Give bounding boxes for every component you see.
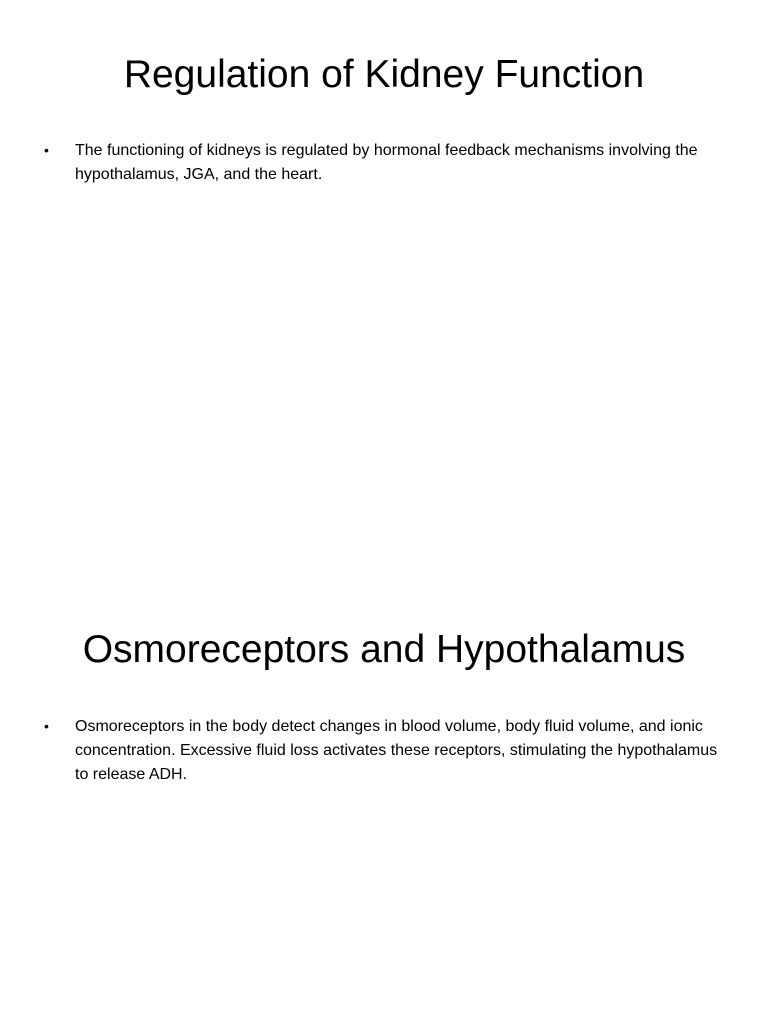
bullet-list <box>0 715 768 787</box>
slide-title: Regulation of Kidney Function <box>123 53 645 96</box>
bullet-item <box>0 715 768 787</box>
bullet-text: Osmoreceptors in the body detect changes in blood volume, body fluid volume, and ionic concentration. Excessive fluid loss activates these receptors, stimulating the hypothalamus to release ADH. <box>75 718 718 783</box>
bullet-icon: • <box>44 142 49 158</box>
bullet-icon: • <box>44 718 49 734</box>
slide-title: Osmoreceptors and Hypothalamus <box>82 628 686 671</box>
slide-2 <box>0 576 768 1024</box>
bullet-list <box>0 139 768 187</box>
bullet-item <box>0 139 768 187</box>
bullet-text: The functioning of kidneys is regulated by hormonal feedback mechanisms involving the hypothalamus, JGA, and the heart. <box>75 142 698 183</box>
